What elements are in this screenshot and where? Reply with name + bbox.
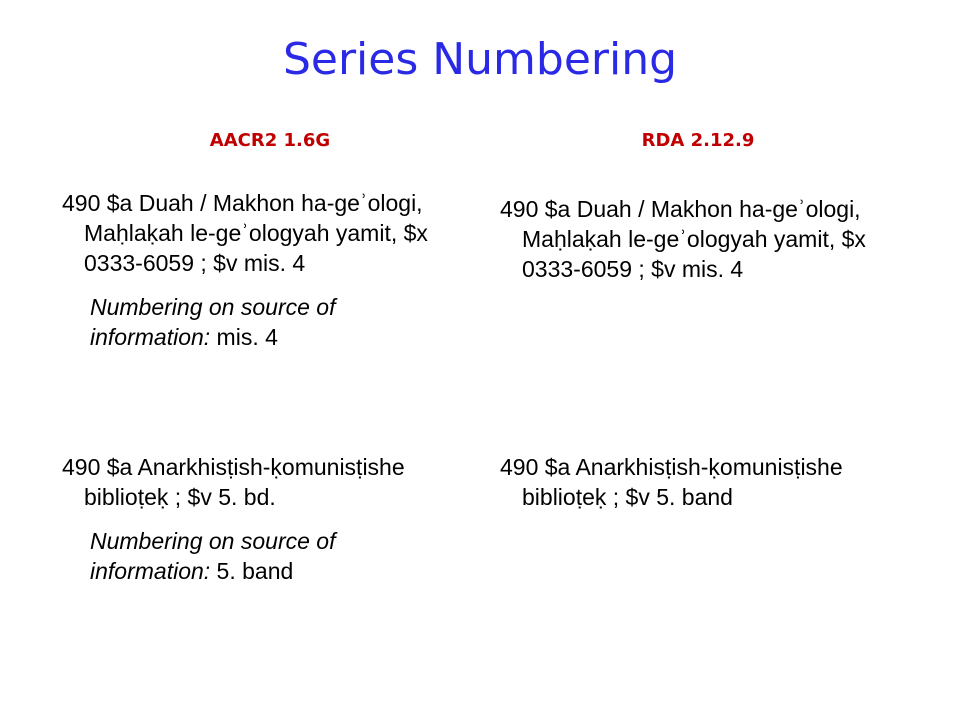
slide-title: Series Numbering: [282, 34, 678, 85]
aacr2-entry-1-note-value: mis. 4: [210, 324, 278, 350]
aacr2-entry-2-text: 490 $a Anarkhisṭish-ḳomunisṭishe biblioṭeḳ ; $v 5. bd.: [62, 454, 405, 510]
aacr2-entry-2-note: [90, 526, 462, 586]
aacr2-entry-1-note-label: Numbering on source of information:: [90, 294, 336, 350]
aacr2-entry-2-note-label: Numbering on source of information:: [90, 528, 336, 584]
aacr2-entry-1: [62, 188, 462, 352]
aacr2-heading: AACR2 1.6G: [209, 130, 331, 151]
rda-heading: RDA 2.12.9: [641, 130, 755, 151]
aacr2-entry-2-note-value: 5. band: [210, 558, 294, 584]
aacr2-entry-2: [62, 452, 462, 586]
rda-entry-1: [500, 194, 900, 284]
aacr2-entry-1-note: [90, 292, 462, 352]
aacr2-entry-1-text: 490 $a Duah / Makhon ha-geʾologi, Maḥlaḳah le-geʾologyah yamit, $x 0333-6059 ; $v mis. 4: [62, 190, 428, 276]
rda-entry-2-text: 490 $a Anarkhisṭish-ḳomunisṭishe biblioṭeḳ ; $v 5. band: [500, 454, 843, 510]
rda-entry-2: [500, 452, 900, 512]
rda-entry-1-text: 490 $a Duah / Makhon ha-geʾologi, Maḥlaḳah le-geʾologyah yamit, $x 0333-6059 ; $v mis. 4: [500, 196, 866, 282]
